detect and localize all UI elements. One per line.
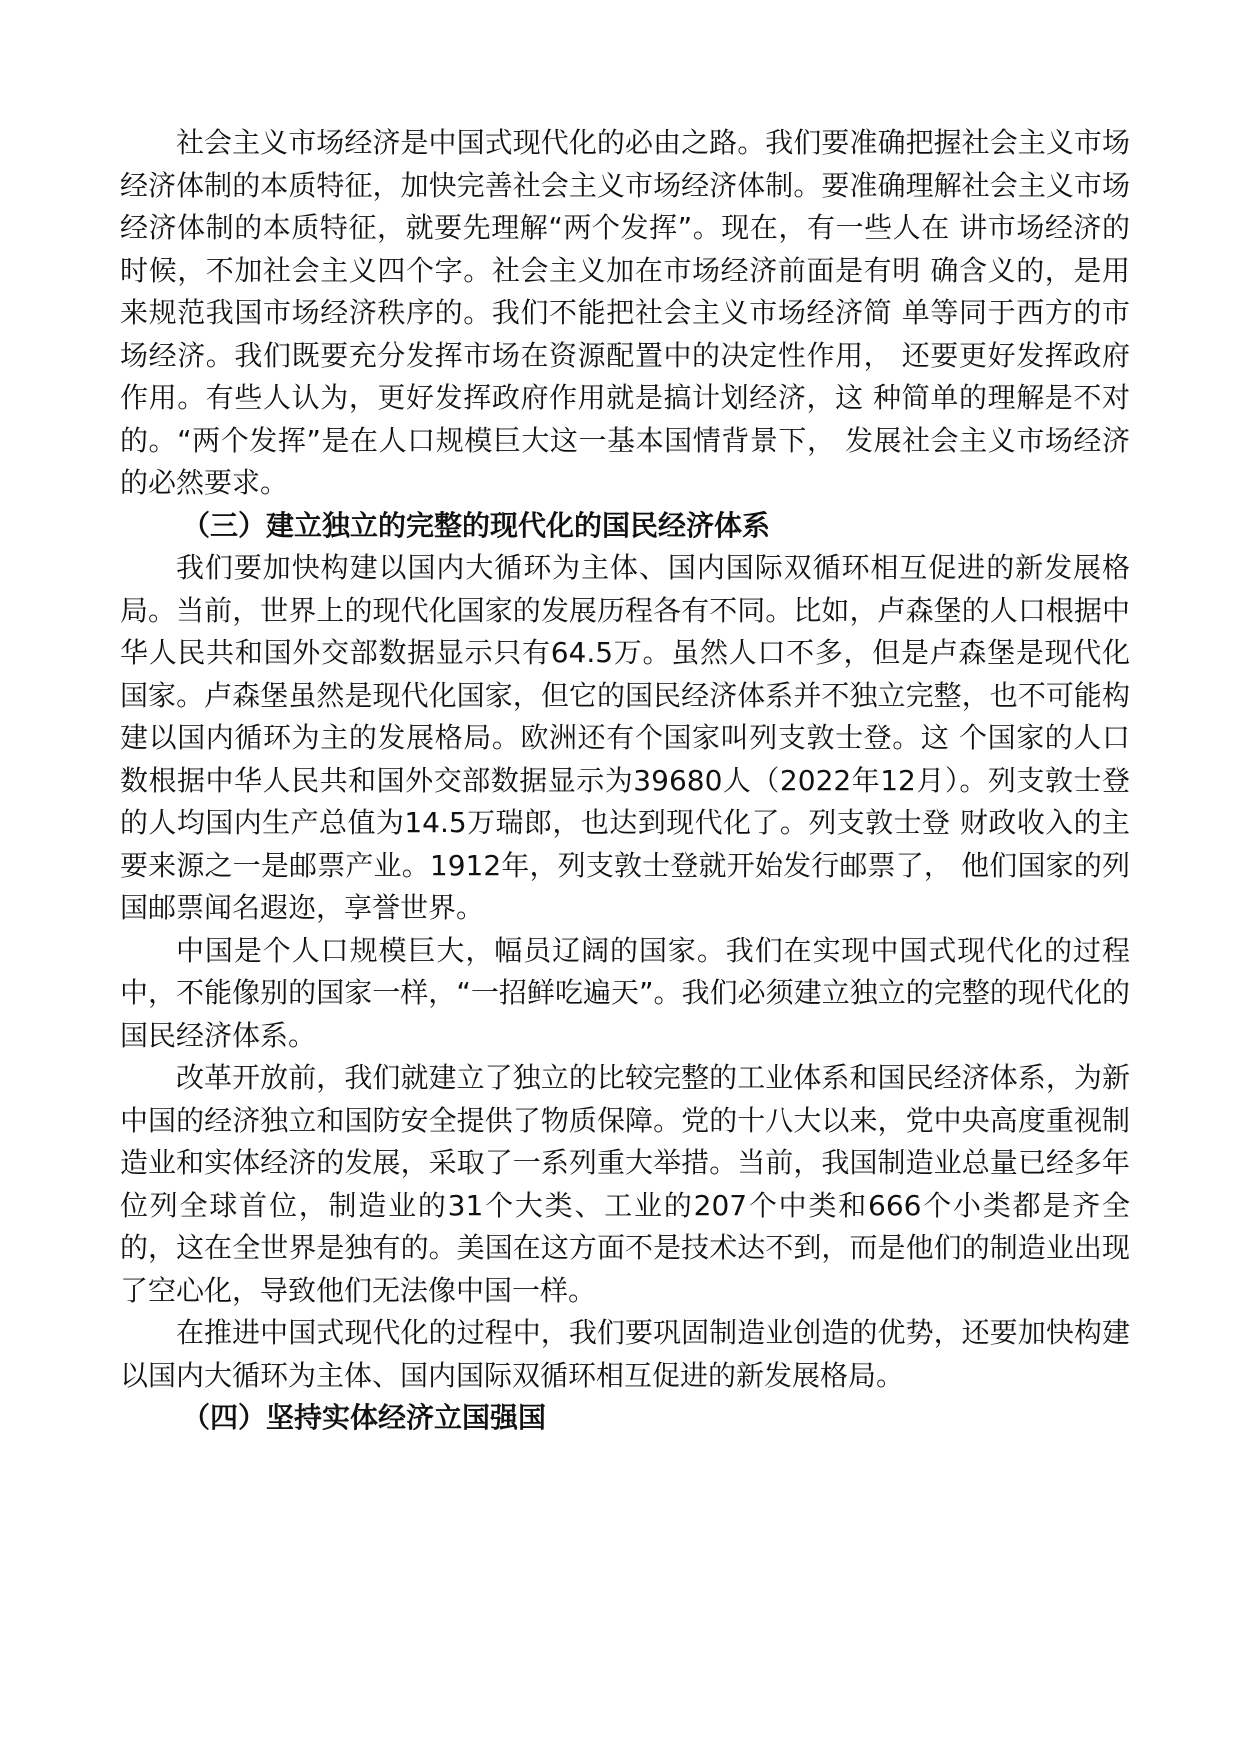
paragraph-china-scale: 中国是个人口规模巨大，幅员辽阔的国家。我们在实现中国式现代化的过程中，不能像别的国家一样，“一招鲜吃遍天”。我们必须建立独立的完整的现代化的国民经济体系。 bbox=[120, 933, 1130, 1052]
paragraph-industrial-system: 改革开放前，我们就建立了独立的比较完整的工业体系和国民经济体系，为新中国的经济独立和国防安全提供了物质保障。党的十八大以来，党中央高度重视制造业和实体经济的发展，采取了一系列重大举措。当前，我国制造业总量已经多年位列全球首位，制造业的31个大类、工业的207个中类和666个小类都是齐全的，这在全世界是独有的。美国在这方面不是技术达不到，而是他们的制造业出现了空心化，导致他们无法像中国一样。 bbox=[120, 1061, 1130, 1307]
paragraph-development-pattern: 我们要加快构建以国内大循环为主体、国内国际双循环相互促进的新发展格局。当前，世界上的现代化国家的发展历程各有不同。比如，卢森堡的人口根据中华人民共和国外交部数据显示只有64.5万。虽然人口不多，但是卢森堡是现代化国家。卢森堡虽然是现代化国家，但它的国民经济体系并不独立完整，也不可能构建以国内循环为主的发展格局。欧洲还有个国家叫列支敦士登。这 个国家的人口数根据中华人民共和国外交部数据显示为39680人（2022年12月）。列支敦士登的人均国内生产总值为14.5万瑞郎，也达到现代化了。列支敦士登 财政收入的主要来源之一是邮票产业。1912年，列支敦士登就开始发行邮票了， 他们国家的列国邮票闻名遐迩，享誉世界。 bbox=[120, 551, 1130, 924]
paragraph-market-economy: 社会主义市场经济是中国式现代化的必由之路。我们要准确把握社会主义市场经济体制的本质特征，加快完善社会主义市场经济体制。要准确理解社会主义市场经济体制的本质特征，就要先理解“两个发挥”。现在，有一些人在 讲市场经济的时候，不加社会主义四个字。社会主义加在市场经济前面是有明 确含义的，是用来规范我国市场经济秩序的。我们不能把社会主义市场经济简 单等同于西方的市场经济。我们既要充分发挥市场在资源配置中的决定性作用， 还要更好发挥政府作用。有些人认为，更好发挥政府作用就是搞计划经济，这 种简单的理解是不对的。“两个发挥”是在人口规模巨大这一基本国情背景下， 发展社会主义市场经济的必然要求。 bbox=[120, 126, 1130, 499]
document-page bbox=[120, 122, 1130, 1440]
section-heading-3: （三）建立独立的完整的现代化的国民经济体系 bbox=[182, 508, 771, 542]
section-heading-4: （四）坚持实体经济立国强国 bbox=[182, 1401, 547, 1434]
paragraph-manufacturing-advantage: 在推进中国式现代化的过程中，我们要巩固制造业创造的优势，还要加快构建以国内大循环为主体、国内国际双循环相互促进的新发展格局。 bbox=[120, 1316, 1130, 1392]
